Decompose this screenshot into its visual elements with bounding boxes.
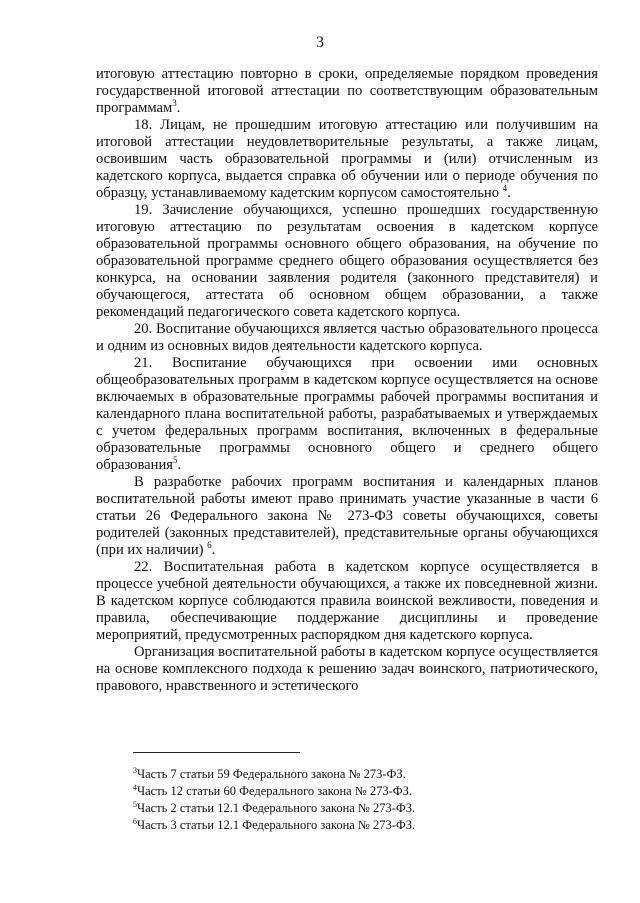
- paragraph-tail: .: [211, 542, 216, 558]
- paragraph-text: 18. Лицам, не прошедшим итоговую аттестацию или получившим на итоговой аттестации неудовлетворительные результаты, а также лицам, освоившим часть образовательной программы и (или) отчисленным из кадетского корпуса, выдается справка об обучении или о периоде обучения по образцу, устанавливаемому кадетским корпусом самостоятельно: [96, 117, 598, 201]
- footnote-ref[interactable]: 4: [502, 183, 508, 194]
- paragraph-6: [96, 474, 598, 559]
- footnote-ref[interactable]: 3: [172, 98, 177, 109]
- paragraph-text: 22. Воспитательная работа в кадетском корпусе осуществляется в процессе учебной деятельности обучающихся, а также их повседневной жизни. В кадетском корпусе соблюдаются правила воинской вежливости, поведения и правила, обеспечивающие поддержание дисциплины и проведение мероприятий, предусмотренных распорядком дня кадетского корпуса.: [96, 559, 598, 643]
- footnote-4: [133, 783, 593, 800]
- paragraph-text: итоговую аттестацию повторно в сроки, определяемые порядком проведения государственной итоговой аттестации по соответствующим образовательным программам: [96, 66, 598, 116]
- paragraph-2: [96, 117, 598, 202]
- paragraph-4: [96, 321, 598, 355]
- paragraph-tail: .: [177, 457, 182, 473]
- paragraph-tail: .: [507, 185, 511, 201]
- footnote-3: [133, 766, 593, 783]
- paragraph-7: [96, 559, 598, 644]
- paragraph-text: В разработке рабочих программ воспитания и календарных планов воспитательной работы имеют право принимать участие указанные в части 6 статьи 26 Федерального закона № 273-ФЗ советы обучающихся, советы родителей (законных представителей), представительные органы обучающихся (при их наличии): [96, 474, 598, 558]
- footnote-number: 6: [133, 816, 137, 826]
- paragraph-5: [96, 355, 598, 474]
- paragraph-1: [96, 66, 598, 117]
- footnotes: [133, 766, 593, 834]
- paragraph-text: Организация воспитательной работы в кадетском корпусе осуществляется на основе комплексного подхода к решению задач воинского, патриотического, правового, нравственного и эстетического: [96, 644, 598, 694]
- footnote-text: Часть 2 статьи 12.1 Федерального закона № 273-ФЗ.: [137, 801, 416, 815]
- paragraph-8: [96, 644, 598, 695]
- footnote-number: 3: [133, 765, 137, 775]
- footnote-ref[interactable]: 6: [207, 540, 212, 551]
- footnote-number: 4: [133, 782, 137, 792]
- footnote-divider: [133, 752, 300, 753]
- paragraph-tail: .: [176, 100, 181, 116]
- footnote-text: Часть 7 статьи 59 Федерального закона № 273-ФЗ.: [137, 767, 406, 781]
- footnote-5: [133, 800, 593, 817]
- footnote-ref[interactable]: 5: [172, 455, 178, 466]
- footnote-number: 5: [133, 799, 137, 809]
- page-number: 3: [316, 34, 324, 51]
- footnote-text: Часть 12 статьи 60 Федерального закона № 273-ФЗ.: [137, 784, 413, 798]
- paragraph-text: 21. Воспитание обучающихся при освоении ими основных общеобразовательных программ в кадетском корпусе осуществляется на основе включаемых в образовательные программы рабочей программы воспитания и календарного плана воспитательной работы, разрабатываемых и утверждаемых с учетом федеральных программ воспитания, включенных в федеральные образовательные программы основного общего и среднего общего образования: [96, 355, 598, 473]
- paragraph-text: 19. Зачисление обучающихся, успешно прошедших государственную итоговую аттестацию по результатам освоения в кадетском корпусе образовательной программы основного общего образования, на обучение по образовательной программе среднего общего образования осуществляется без конкурса, на основании заявления родителя (законного представителя) и обучающегося, аттестата об основном общем образовании, а также рекомендаций педагогического совета кадетского корпуса.: [96, 202, 598, 320]
- footnote-text: Часть 3 статьи 12.1 Федерального закона № 273-ФЗ.: [137, 818, 416, 832]
- footnote-6: [133, 817, 593, 834]
- paragraph-text: 20. Воспитание обучающихся является частью образовательного процесса и одним из основных видов деятельности кадетского корпуса.: [96, 321, 598, 354]
- paragraph-3: [96, 202, 598, 321]
- body-text: [96, 66, 598, 695]
